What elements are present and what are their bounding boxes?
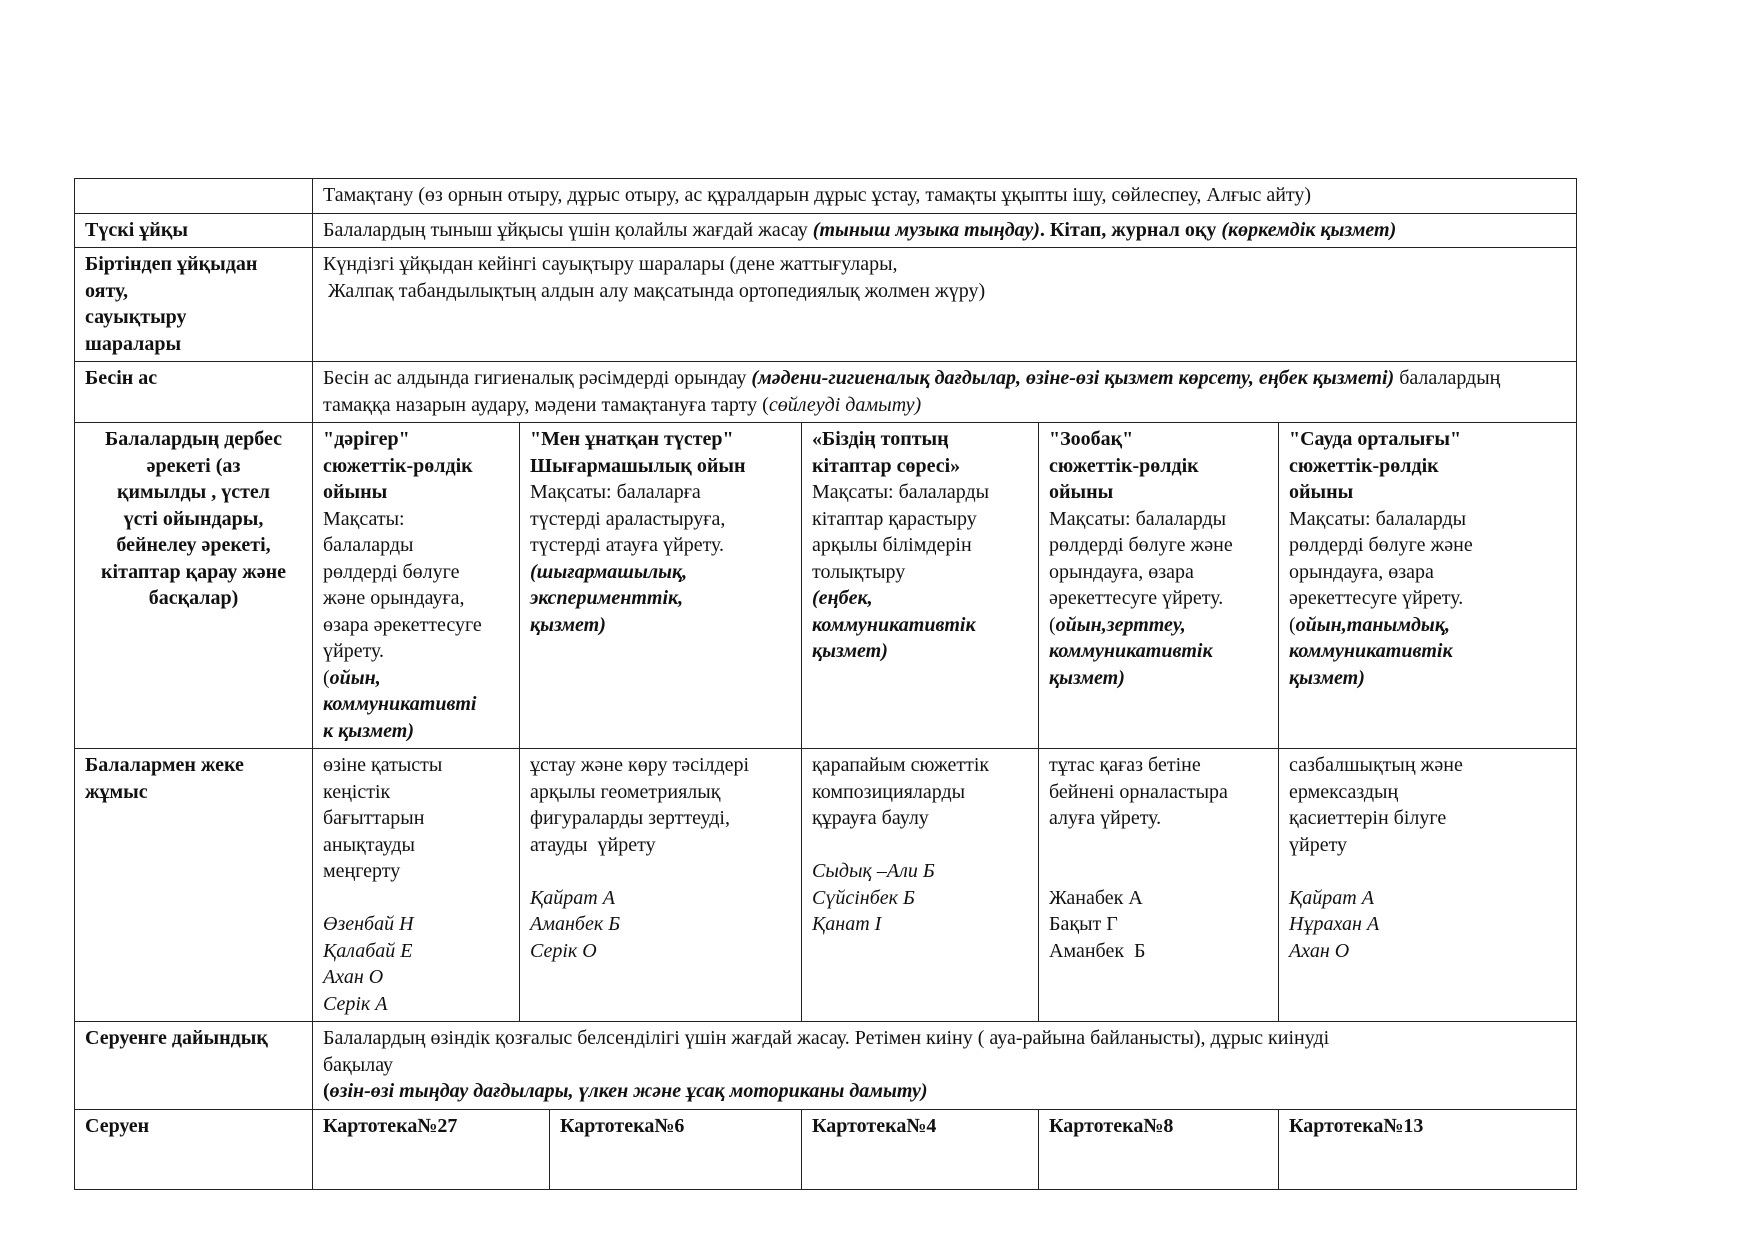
child-name: Ахан О — [1289, 939, 1350, 962]
nap-text-b: (тыныш музыка тыңдау) — [812, 218, 1040, 241]
activity-type-open: ( — [1289, 613, 1296, 636]
child-name: Ахан О — [323, 966, 384, 988]
individual-label-line: Балалармен жеке — [85, 754, 244, 776]
activity-cell-2 — [520, 423, 802, 749]
nap-text-d: (көркемдік қызмет) — [1221, 218, 1397, 241]
child-name: Серік А — [323, 992, 388, 1015]
activity-type-line: эксперименттік, — [530, 587, 684, 609]
row-label-independent — [75, 423, 313, 749]
activity-cell-5 — [1279, 423, 1577, 749]
individual-cell-2 — [520, 749, 802, 1022]
snack-text-e: ) — [914, 393, 922, 416]
independent-label-line: бейнелеу әрекеті, — [116, 534, 271, 556]
activity-title-line: сюжеттік-рөлдік — [1289, 454, 1439, 477]
child-name: Қалабай Е — [323, 939, 413, 962]
row-label-nap: Түскі ұйқы — [75, 213, 313, 248]
independent-label-line: басқалар) — [148, 587, 239, 609]
walk-prep-line-2: бақылау — [323, 1053, 394, 1076]
activity-title-line: "Зообақ" — [1049, 428, 1134, 450]
activity-title-line: Шығармашылық ойын — [530, 454, 746, 477]
row-label-walk: Серуен — [75, 1109, 313, 1189]
row-label-feeding — [75, 179, 313, 214]
walk-card-5: Картотека№13 — [1279, 1109, 1577, 1189]
individual-task-line: бейнені орналастыра — [1049, 780, 1228, 803]
child-name: Қайрат А — [530, 886, 615, 909]
wake-label-line: шаралары — [85, 332, 182, 355]
activity-title-line: ойыны — [1289, 481, 1354, 503]
nap-text-a: Балалардың тыныш ұйқысы үшін қолайлы жағдай жасау — [323, 218, 813, 241]
activity-goal-line: өзара әрекеттесуге — [323, 613, 482, 636]
walk-prep-line-1: Балалардың өзіндік қозғалыс белсенділігі үшін жағдай жасау. Ретімен киіну ( ауа-райына байланысты), дұрыс киінуді — [323, 1027, 1330, 1049]
activity-type-line: қызмет) — [1049, 666, 1125, 689]
independent-label-line: қимылды , үстел — [116, 481, 271, 503]
child-name: Жанабек А — [1049, 886, 1143, 909]
independent-label-line: кітаптар қарау және — [100, 560, 286, 583]
individual-task-line: фигураларды зерттеуді, — [530, 807, 730, 829]
snack-text — [313, 362, 1577, 423]
activity-goal-line: түстерді араластыруға, — [530, 507, 726, 530]
wake-line-2: Жалпақ табандылықтың алдын алу мақсатында ортопедиялық жолмен жүру) — [323, 279, 986, 302]
wake-label-line: Біртіндеп ұйқыдан — [85, 253, 258, 275]
activity-goal-line: Мақсаты: балаларды — [1049, 507, 1227, 530]
daily-schedule-table — [74, 178, 1577, 1190]
activity-type-line: к қызмет) — [323, 719, 414, 742]
snack-text-a: Бесін ас алдында гигиеналық рәсімдерді орындау — [323, 367, 752, 389]
row-individual — [75, 749, 1577, 1022]
activity-goal-line: түстерді атауға үйрету. — [530, 534, 725, 556]
wake-line-1: Күндізгі ұйқыдан кейінгі сауықтыру шаралары (дене жаттығулары, — [323, 253, 898, 275]
wake-label-line: сауықтыру — [85, 306, 187, 328]
activity-goal-line: Мақсаты: балаларға — [530, 481, 701, 503]
individual-task-line: сазбалшықтың және — [1289, 754, 1463, 776]
individual-cell-5 — [1279, 749, 1577, 1022]
row-independent — [75, 423, 1577, 749]
activity-goal-line: және орындауға, — [323, 587, 465, 609]
activity-type-line: қызмет) — [812, 640, 888, 662]
walk-prep-open: ( — [323, 1080, 330, 1102]
row-wake — [75, 248, 1577, 362]
child-name: Қайрат А — [1289, 886, 1374, 909]
individual-task-line: қасиеттерін білуге — [1289, 807, 1447, 829]
walk-prep-line-3: өзін-өзі тыңдау дағдылары, үлкен және ұсақ моториканы дамыту) — [329, 1080, 928, 1102]
activity-type-line: қызмет) — [530, 613, 606, 636]
schedule-page — [74, 178, 1577, 1190]
individual-task-line: арқылы геометриялық — [530, 780, 721, 803]
activity-type-open: ( — [1049, 613, 1056, 636]
individual-task-line: меңгерту — [323, 860, 401, 882]
activity-type-line: (еңбек, — [812, 587, 873, 609]
activity-goal-line: Мақсаты: балаларды — [812, 481, 990, 503]
feeding-text: Тамақтану (өз орнын отыру, дұрыс отыру, ас құралдарын дұрыс ұстау, тамақты ұқыпты ішу, сөйлеспеу, Алғыс айту) — [313, 179, 1577, 214]
individual-label-line: жұмыс — [85, 780, 148, 803]
activity-title-line: "Сауда орталығы" — [1289, 428, 1462, 450]
activity-type-line: ойын, — [329, 666, 381, 689]
row-walk-prep — [75, 1022, 1577, 1110]
independent-label-line: үсті ойындары, — [123, 507, 264, 530]
child-name: Аманбек Б — [1049, 939, 1146, 962]
activity-goal-line: әрекеттесуге үйрету. — [1049, 587, 1224, 609]
child-name: Серік О — [530, 939, 597, 962]
activity-title-line: ойыны — [1049, 481, 1114, 503]
walk-card-1: Картотека№27 — [313, 1109, 550, 1189]
activity-cell-1 — [313, 423, 520, 749]
activity-goal-line: Мақсаты: балаларды — [1289, 507, 1467, 530]
individual-task-line: анықтауды — [323, 833, 415, 856]
activity-type-line: коммуникативті — [323, 693, 477, 715]
walk-card-3: Картотека№4 — [802, 1109, 1039, 1189]
child-name: Сүйсінбек Б — [812, 886, 915, 909]
walk-card-4: Картотека№8 — [1039, 1109, 1279, 1189]
activity-type-line: ойын,танымдық, — [1295, 613, 1450, 636]
child-name: Бақыт Г — [1049, 913, 1118, 935]
walk-prep-text — [313, 1022, 1577, 1110]
activity-goal-line: рөлдерді бөлуге және — [1049, 534, 1233, 556]
individual-cell-4 — [1039, 749, 1279, 1022]
individual-cell-1 — [313, 749, 520, 1022]
walk-card-2: Картотека№6 — [550, 1109, 802, 1189]
individual-task-line: ұстау және көру тәсілдері — [530, 754, 750, 776]
individual-task-line: алуға үйрету. — [1049, 807, 1162, 829]
independent-label-line: әрекеті (аз — [146, 454, 241, 477]
row-nap — [75, 213, 1577, 248]
activity-goal-line: кітаптар қарастыру — [812, 507, 977, 530]
child-name: Нұрахан А — [1289, 913, 1380, 935]
row-label-individual — [75, 749, 313, 1022]
activity-goal-line: арқылы білімдерін — [812, 534, 972, 556]
row-label-snack: Бесін ас — [75, 362, 313, 423]
activity-title-line: сюжеттік-рөлдік — [323, 454, 473, 477]
activity-goal-line: үйрету. — [323, 640, 385, 662]
activity-goal-line: Мақсаты: — [323, 507, 405, 530]
child-name: Өзенбай Н — [323, 913, 414, 935]
snack-text-d: сөйлеуді дамыту — [768, 393, 915, 416]
child-name: Қанат І — [812, 913, 882, 935]
activity-goal-line: орындауға, өзара — [1049, 560, 1194, 583]
activity-goal-line: орындауға, өзара — [1289, 560, 1434, 583]
activity-cell-4 — [1039, 423, 1279, 749]
row-snack — [75, 362, 1577, 423]
child-name: Аманбек Б — [530, 913, 620, 935]
individual-task-line: бағыттарын — [323, 807, 425, 829]
activity-title-line: "дәрігер" — [323, 428, 410, 450]
individual-task-line: қарапайым сюжеттік — [812, 754, 990, 776]
individual-task-line: ермексаздың — [1289, 780, 1399, 803]
individual-task-line: өзіне қатысты — [323, 754, 443, 776]
wake-text — [313, 248, 1577, 362]
individual-task-line: композицияларды — [812, 780, 966, 803]
individual-task-line: үйрету — [1289, 833, 1348, 856]
activity-type-line: (шығармашылық, — [530, 560, 688, 583]
individual-task-line: кеңістік — [323, 780, 391, 803]
activity-goal-line: рөлдерді бөлуге және — [1289, 534, 1473, 556]
individual-task-line: атауды үйрету — [530, 833, 656, 856]
wake-label-line: ояту, — [85, 279, 128, 302]
nap-text-c: . Кітап, журнал оқу — [1039, 218, 1222, 241]
activity-cell-3 — [802, 423, 1039, 749]
activity-title-line: ойыны — [323, 481, 388, 503]
activity-type-line: коммуникативтік — [1289, 640, 1453, 662]
snack-text-c: балалардың тамаққа назарын аудару, мәдени тамақтануға тарту ( — [323, 367, 1501, 416]
activity-title-line: сюжеттік-рөлдік — [1049, 454, 1199, 477]
independent-label-line: Балалардың дербес — [105, 428, 282, 450]
row-label-wake — [75, 248, 313, 362]
individual-cell-3 — [802, 749, 1039, 1022]
activity-type-open: ( — [323, 666, 330, 689]
child-name: Сыдық –Али Б — [812, 860, 935, 882]
activity-title-line: кітаптар сөресі» — [812, 454, 961, 477]
individual-task-line: құрауға баулу — [812, 807, 929, 829]
activity-title-line: "Мен ұнатқан түстер" — [530, 428, 734, 450]
activity-goal-line: балаларды — [323, 534, 414, 556]
row-walk — [75, 1109, 1577, 1189]
activity-type-line: ойын,зерттеу, — [1055, 613, 1186, 636]
activity-title-line: «Біздің топтың — [812, 428, 949, 450]
snack-text-b: (мәдени-гигиеналық дағдылар, өзіне-өзі қызмет көрсету, еңбек қызметі) — [751, 367, 1395, 389]
activity-type-line: коммуникативтік — [1049, 640, 1213, 662]
activity-type-line: қызмет) — [1289, 666, 1365, 689]
nap-text — [313, 213, 1577, 248]
activity-goal-line: толықтыру — [812, 560, 906, 583]
activity-goal-line: әрекеттесуге үйрету. — [1289, 587, 1464, 609]
individual-task-line: тұтас қағаз бетіне — [1049, 754, 1201, 776]
activity-type-line: коммуникативтік — [812, 613, 976, 636]
activity-goal-line: рөлдерді бөлуге — [323, 560, 460, 583]
row-label-walk-prep: Серуенге дайындық — [75, 1022, 313, 1110]
row-feeding — [75, 179, 1577, 214]
